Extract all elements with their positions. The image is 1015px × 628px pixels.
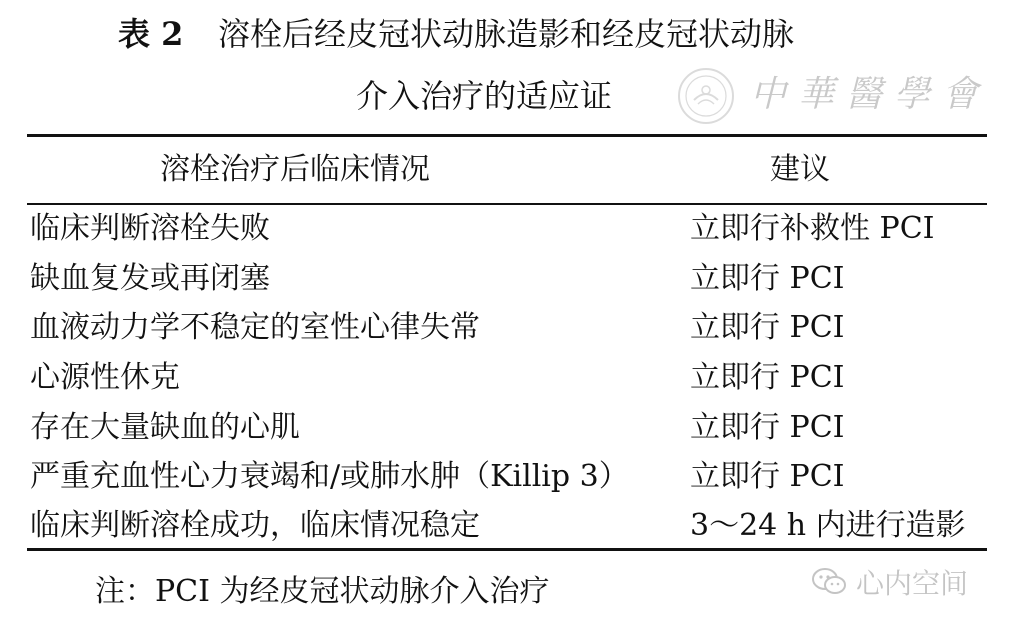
table-number-label: 表 2 (118, 15, 184, 53)
table-row-recommendation: 立即行 PCI (690, 310, 845, 345)
header-recommendation: 建议 (770, 152, 830, 187)
table-row-condition: 临床判断溶栓成功，临床情况稳定 (30, 508, 480, 543)
table-row-recommendation: 立即行补救性 PCI (690, 211, 935, 246)
table-title-text: 溶栓后经皮冠状动脉造影和经皮冠状动脉 (218, 15, 795, 53)
table-footnote: 注：PCI 为经皮冠状动脉介入治疗 (95, 574, 550, 609)
table-row-recommendation: 3～24 h 内进行造影 (690, 508, 966, 543)
source-watermark-text: 心内空间 (856, 567, 969, 600)
table-row-recommendation: 立即行 PCI (690, 261, 845, 296)
table-row-condition: 血液动力学不稳定的室性心律失常 (30, 310, 480, 345)
table-title-text-cont: 介入治疗的适应证 (356, 77, 613, 115)
table-row-recommendation: 立即行 PCI (690, 410, 845, 445)
table-row-condition: 缺血复发或再闭塞 (30, 261, 270, 296)
table-row-condition: 严重充血性心力衰竭和/或肺水肿（Killip 3） (30, 459, 629, 494)
wechat-icon (812, 567, 846, 597)
table-row-condition: 临床判断溶栓失败 (30, 211, 270, 246)
table-row-recommendation: 立即行 PCI (690, 360, 845, 395)
table-header-rule (27, 203, 987, 205)
source-watermark (812, 562, 968, 602)
table-bottom-rule (27, 548, 987, 551)
table-top-rule (27, 134, 987, 137)
table-row-recommendation: 立即行 PCI (690, 459, 845, 494)
table-row-condition: 存在大量缺血的心肌 (30, 410, 300, 445)
watermark-calligraphy: 中華醫學會 (750, 74, 991, 115)
table-row-condition: 心源性休克 (30, 360, 180, 395)
seal-icon (676, 66, 736, 126)
header-clinical-condition: 溶栓治疗后临床情况 (160, 152, 430, 187)
